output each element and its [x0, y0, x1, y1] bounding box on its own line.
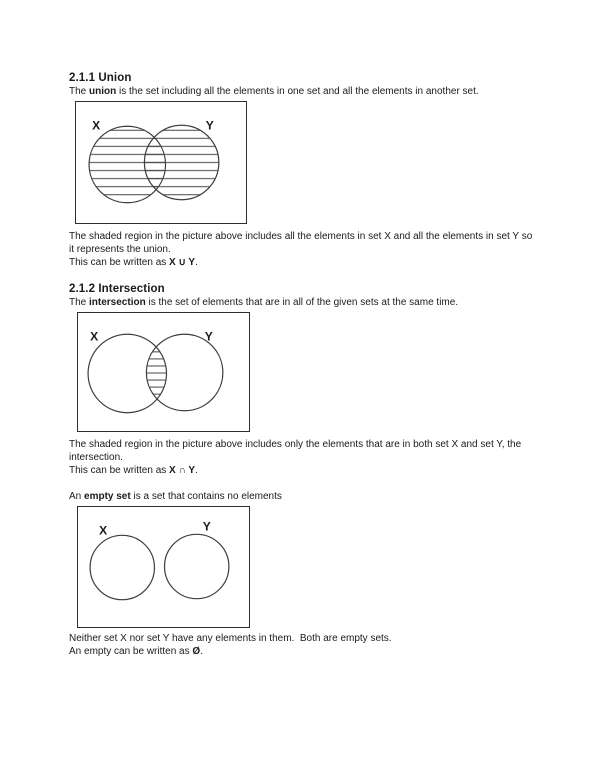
text-run: This can be written as: [69, 465, 170, 476]
union-set-x-label: X: [92, 118, 101, 133]
empty-set-intro: [69, 490, 592, 503]
caption-line: intersection.: [69, 452, 123, 463]
union-caption: [69, 230, 592, 256]
text-run-bold: intersection: [89, 297, 146, 308]
text-run-bold: union: [89, 86, 117, 97]
text-run: is the set of elements that are in all of the given sets at the same time.: [145, 297, 459, 308]
section-union: [69, 71, 592, 269]
text-run-bold: empty set: [84, 491, 131, 502]
intersection-notation: [69, 464, 592, 477]
notation-symbol: X ∩ Y: [169, 465, 195, 476]
union-circle-y: [144, 125, 218, 199]
caption-line: The shaded region in the picture above includes only the elements that are in both set X and set Y, the: [69, 439, 522, 450]
text-run: The: [69, 297, 90, 308]
text-run: .: [194, 465, 198, 476]
union-set-y-label: Y: [205, 118, 214, 133]
empty-notation: [69, 645, 592, 658]
caption-line: Neither set X nor set Y have any elements in them. Both are empty sets.: [69, 633, 392, 644]
section-empty-set: [69, 490, 592, 658]
text-run: .: [195, 257, 198, 268]
intersection-heading: 2.1.2 Intersection: [69, 283, 165, 295]
intersection-set-x-label: X: [90, 329, 99, 344]
union-heading: 2.1.1 Union: [69, 72, 132, 84]
intersection-caption: [69, 438, 592, 464]
text-run: An: [69, 491, 85, 502]
intersection-set-y-label: Y: [204, 329, 213, 344]
venn-empty-svg: [78, 507, 249, 627]
union-notation: [69, 256, 592, 269]
text-run: An empty can be written as: [69, 646, 193, 657]
caption-line: it represents the union.: [69, 244, 171, 255]
venn-diagram-empty-sets: [77, 506, 250, 628]
empty-circle-y: [165, 534, 229, 598]
notation-symbol: Ø: [192, 646, 201, 657]
caption-line: The shaded region in the picture above includes all the elements in set X and all the elements in set Y so: [69, 231, 533, 242]
section-intersection: [69, 282, 592, 477]
empty-set-y-label: Y: [202, 519, 211, 534]
text-run: .: [200, 646, 203, 657]
venn-diagram-intersection: [77, 312, 250, 432]
text-run: is a set that contains no elements: [130, 491, 282, 502]
text-run: This can be written as: [69, 257, 170, 268]
empty-circle-x: [90, 535, 154, 599]
intersection-intro: [69, 296, 592, 309]
venn-intersection-svg: [78, 313, 249, 431]
text-run: The: [69, 86, 90, 97]
text-run: is the set including all the elements in one set and all the elements in another set.: [116, 86, 479, 97]
union-intro: [69, 85, 592, 98]
notation-symbol: X ∪ Y: [169, 257, 196, 268]
venn-union-svg: [76, 102, 246, 223]
empty-caption: [69, 632, 592, 645]
empty-set-x-label: X: [99, 523, 108, 538]
venn-diagram-union: [75, 101, 247, 224]
